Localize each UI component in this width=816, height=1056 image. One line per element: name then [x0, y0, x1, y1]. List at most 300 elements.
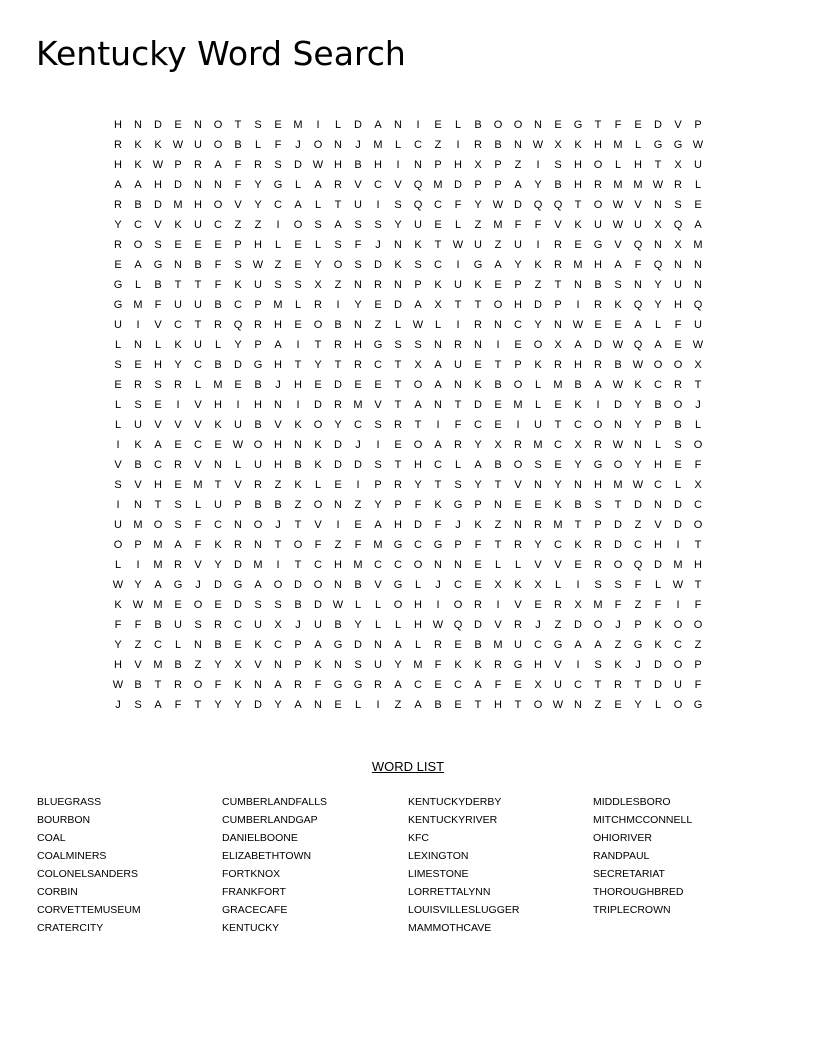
grid-letter: W [612, 199, 624, 211]
grid-letter: F [414, 499, 422, 511]
grid-letter: V [374, 579, 382, 591]
grid-letter: P [514, 279, 522, 291]
grid-letter: W [432, 619, 444, 631]
word-list-column-1 [37, 793, 141, 937]
grid-letter: A [394, 639, 402, 651]
grid-letter: K [314, 659, 322, 671]
grid-letter: U [514, 239, 522, 251]
grid-letter: A [114, 179, 122, 191]
word-list-item: LEXINGTON [408, 850, 469, 862]
grid-letter: E [534, 499, 542, 511]
grid-letter: R [194, 159, 202, 171]
grid-letter: D [234, 359, 242, 371]
grid-letter: R [374, 279, 382, 291]
grid-letter: C [234, 299, 242, 311]
grid-letter: P [554, 299, 562, 311]
grid-letter: K [534, 359, 542, 371]
grid-letter: W [312, 159, 324, 171]
grid-letter: V [114, 459, 122, 471]
grid-letter: C [374, 179, 382, 191]
grid-letter: R [174, 459, 182, 471]
grid-letter: I [116, 499, 120, 511]
grid-letter: I [336, 519, 340, 531]
grid-letter: T [154, 499, 162, 511]
grid-letter: K [134, 159, 142, 171]
grid-letter: H [394, 519, 402, 531]
grid-letter: N [334, 659, 342, 671]
grid-letter: H [654, 539, 662, 551]
grid-letter: I [576, 579, 580, 591]
grid-letter: I [376, 199, 380, 211]
grid-letter: C [354, 419, 362, 431]
grid-letter: T [454, 399, 462, 411]
grid-letter: N [434, 339, 442, 351]
grid-letter: Q [533, 199, 543, 211]
grid-letter: E [214, 599, 222, 611]
grid-letter: Y [414, 479, 422, 491]
grid-letter: S [274, 159, 282, 171]
grid-letter: O [193, 599, 203, 611]
grid-letter: E [314, 379, 322, 391]
grid-letter: Y [534, 319, 542, 331]
grid-letter: F [154, 299, 162, 311]
grid-letter: G [373, 339, 383, 351]
grid-letter: P [394, 499, 402, 511]
grid-letter: B [154, 619, 162, 631]
grid-letter: L [414, 639, 422, 651]
grid-letter: L [314, 239, 322, 251]
grid-letter: C [214, 519, 222, 531]
grid-letter: B [494, 379, 502, 391]
word-list-column-3 [408, 793, 519, 937]
grid-letter: U [194, 339, 202, 351]
grid-letter: T [454, 299, 462, 311]
grid-letter: K [654, 619, 662, 631]
grid-letter: H [494, 699, 502, 711]
grid-letter: B [254, 379, 262, 391]
word-list-item: CUMBERLANDFALLS [222, 796, 328, 808]
grid-letter: C [374, 359, 382, 371]
grid-letter: W [612, 439, 624, 451]
grid-letter: U [534, 419, 542, 431]
grid-letter: U [474, 239, 482, 251]
grid-row [108, 195, 708, 215]
grid-letter: M [493, 639, 503, 651]
grid-letter: T [274, 539, 282, 551]
grid-letter: W [152, 159, 164, 171]
grid-letter: I [576, 659, 580, 671]
grid-letter: P [294, 659, 302, 671]
grid-letter: N [274, 659, 282, 671]
grid-letter: B [674, 419, 682, 431]
word-list-item: CORBIN [37, 886, 78, 898]
grid-letter: V [194, 559, 202, 571]
word-list-item: GRACECAFE [222, 904, 288, 916]
grid-letter: O [393, 599, 403, 611]
grid-letter: A [134, 259, 142, 271]
grid-letter: W [452, 239, 464, 251]
grid-letter: T [594, 679, 602, 691]
grid-letter: E [294, 259, 302, 271]
grid-letter: B [294, 599, 302, 611]
grid-letter: R [614, 679, 622, 691]
grid-letter: B [134, 679, 142, 691]
grid-letter: A [174, 539, 182, 551]
grid-letter: H [634, 159, 642, 171]
grid-letter: L [454, 459, 462, 471]
grid-letter: K [394, 259, 402, 271]
grid-letter: S [394, 339, 402, 351]
grid-letter: X [534, 679, 542, 691]
grid-letter: K [154, 139, 162, 151]
grid-letter: M [373, 539, 383, 551]
grid-letter: N [134, 339, 142, 351]
grid-letter: A [154, 699, 162, 711]
grid-letter: G [253, 359, 263, 371]
grid-letter: E [114, 259, 122, 271]
grid-letter: G [553, 639, 563, 651]
grid-letter: M [613, 179, 623, 191]
grid-letter: Z [294, 499, 302, 511]
grid-letter: E [274, 119, 282, 131]
grid-letter: B [494, 459, 502, 471]
grid-letter: N [434, 399, 442, 411]
grid-letter: L [394, 139, 402, 151]
grid-letter: E [334, 699, 342, 711]
grid-letter: D [214, 579, 222, 591]
grid-letter: D [534, 299, 542, 311]
grid-letter: R [594, 179, 602, 191]
grid-letter: Y [354, 619, 362, 631]
grid-letter: O [293, 219, 303, 231]
grid-letter: O [213, 199, 223, 211]
grid-letter: B [214, 359, 222, 371]
grid-letter: K [614, 659, 622, 671]
grid-letter: Z [274, 479, 282, 491]
grid-letter: Y [234, 699, 242, 711]
grid-letter: P [254, 339, 262, 351]
grid-letter: E [554, 119, 562, 131]
grid-letter: S [414, 339, 422, 351]
grid-row [108, 295, 708, 315]
grid-letter: T [514, 699, 522, 711]
grid-letter: U [254, 619, 262, 631]
grid-letter: O [673, 659, 683, 671]
grid-letter: J [615, 619, 621, 631]
grid-letter: G [653, 139, 663, 151]
grid-letter: U [674, 679, 682, 691]
grid-letter: Z [534, 279, 542, 291]
grid-letter: H [274, 459, 282, 471]
grid-letter: U [174, 299, 182, 311]
grid-letter: J [695, 399, 701, 411]
grid-letter: Y [274, 699, 282, 711]
grid-letter: A [474, 679, 482, 691]
grid-letter: H [374, 159, 382, 171]
grid-letter: Z [614, 639, 622, 651]
grid-row [108, 115, 708, 135]
grid-letter: R [254, 479, 262, 491]
grid-letter: G [233, 579, 243, 591]
grid-letter: L [654, 439, 662, 451]
grid-letter: O [333, 259, 343, 271]
grid-letter: J [535, 619, 541, 631]
grid-letter: R [254, 159, 262, 171]
grid-letter: N [694, 279, 702, 291]
grid-letter: L [314, 199, 322, 211]
grid-letter: Z [494, 519, 502, 531]
grid-letter: M [573, 259, 583, 271]
grid-letter: K [574, 219, 582, 231]
grid-letter: J [275, 519, 281, 531]
grid-row [108, 455, 708, 475]
grid-letter: N [334, 139, 342, 151]
grid-letter: J [435, 579, 441, 591]
grid-letter: W [552, 699, 564, 711]
grid-letter: O [493, 119, 503, 131]
grid-letter: U [194, 299, 202, 311]
grid-letter: N [294, 439, 302, 451]
grid-letter: O [673, 619, 683, 631]
grid-letter: K [474, 379, 482, 391]
grid-row [108, 155, 708, 175]
grid-letter: T [294, 519, 302, 531]
grid-letter: U [454, 359, 462, 371]
grid-letter: D [294, 579, 302, 591]
grid-letter: P [474, 499, 482, 511]
grid-letter: I [136, 319, 140, 331]
grid-letter: Y [554, 479, 562, 491]
grid-letter: S [234, 259, 242, 271]
grid-letter: B [434, 699, 442, 711]
grid-letter: Z [434, 139, 442, 151]
grid-letter: N [574, 699, 582, 711]
grid-letter: Y [474, 439, 482, 451]
grid-letter: E [174, 239, 182, 251]
grid-letter: F [634, 579, 642, 591]
word-list-item: COAL [37, 832, 66, 844]
grid-letter: L [354, 599, 362, 611]
grid-letter: C [154, 459, 162, 471]
grid-letter: A [374, 119, 382, 131]
grid-letter: Y [114, 219, 122, 231]
grid-letter: L [674, 479, 682, 491]
grid-letter: K [634, 379, 642, 391]
grid-letter: R [474, 139, 482, 151]
grid-letter: K [534, 259, 542, 271]
grid-letter: A [294, 199, 302, 211]
grid-letter: L [154, 339, 162, 351]
grid-letter: R [594, 559, 602, 571]
grid-letter: R [374, 679, 382, 691]
grid-letter: R [594, 359, 602, 371]
grid-letter: Y [534, 179, 542, 191]
grid-letter: U [354, 199, 362, 211]
grid-letter: K [614, 299, 622, 311]
grid-letter: I [136, 559, 140, 571]
grid-letter: I [316, 119, 320, 131]
word-list-item: MAMMOTHCAVE [408, 922, 492, 934]
grid-letter: R [394, 419, 402, 431]
grid-letter: Q [453, 619, 463, 631]
grid-letter: A [394, 679, 402, 691]
grid-letter: X [234, 659, 242, 671]
grid-letter: K [314, 459, 322, 471]
grid-letter: M [673, 559, 683, 571]
grid-letter: W [632, 359, 644, 371]
grid-letter: G [273, 179, 283, 191]
grid-letter: C [434, 199, 442, 211]
grid-letter: M [193, 479, 203, 491]
grid-letter: W [332, 599, 344, 611]
grid-letter: A [414, 299, 422, 311]
grid-letter: P [494, 179, 502, 191]
grid-letter: K [454, 659, 462, 671]
grid-letter: L [694, 179, 702, 191]
grid-letter: M [133, 299, 143, 311]
grid-letter: D [174, 179, 182, 191]
grid-letter: K [294, 479, 302, 491]
grid-letter: W [112, 579, 124, 591]
grid-letter: R [594, 439, 602, 451]
grid-letter: E [134, 359, 142, 371]
grid-letter: U [114, 519, 122, 531]
grid-letter: I [496, 339, 500, 351]
grid-letter: L [454, 119, 462, 131]
grid-letter: D [674, 499, 682, 511]
grid-letter: L [114, 399, 122, 411]
word-list-item: LIMESTONE [408, 868, 469, 880]
grid-letter: N [394, 119, 402, 131]
grid-letter: V [154, 219, 162, 231]
grid-letter: R [554, 599, 562, 611]
word-list-item: CORVETTEMUSEUM [37, 904, 141, 916]
grid-letter: M [153, 599, 163, 611]
grid-letter: K [574, 539, 582, 551]
grid-letter: S [674, 439, 682, 451]
grid-letter: N [654, 199, 662, 211]
grid-letter: N [194, 179, 202, 191]
grid-letter: R [114, 199, 122, 211]
grid-letter: A [254, 579, 262, 591]
grid-letter: D [154, 119, 162, 131]
grid-letter: H [114, 659, 122, 671]
grid-letter: I [496, 599, 500, 611]
grid-letter: R [174, 679, 182, 691]
grid-letter: R [214, 319, 222, 331]
grid-letter: C [554, 439, 562, 451]
grid-letter: H [334, 559, 342, 571]
grid-letter: A [134, 179, 142, 191]
grid-letter: E [494, 399, 502, 411]
grid-row [108, 375, 708, 395]
grid-letter: L [454, 219, 462, 231]
grid-letter: B [214, 639, 222, 651]
grid-letter: Y [474, 199, 482, 211]
grid-letter: E [174, 119, 182, 131]
grid-letter: O [593, 619, 603, 631]
grid-letter: C [574, 679, 582, 691]
grid-letter: S [354, 659, 362, 671]
grid-letter: K [234, 279, 242, 291]
grid-letter: S [254, 119, 262, 131]
grid-letter: T [634, 679, 642, 691]
grid-letter: H [194, 199, 202, 211]
grid-letter: T [194, 319, 202, 331]
grid-letter: X [414, 359, 422, 371]
grid-letter: S [374, 459, 382, 471]
grid-letter: S [614, 579, 622, 591]
grid-letter: N [494, 319, 502, 331]
grid-row [108, 695, 708, 715]
grid-letter: P [494, 159, 502, 171]
grid-letter: J [275, 379, 281, 391]
grid-letter: L [294, 299, 302, 311]
grid-letter: M [353, 399, 363, 411]
grid-letter: I [176, 399, 180, 411]
grid-letter: D [614, 519, 622, 531]
grid-letter: P [434, 159, 442, 171]
grid-letter: F [314, 539, 322, 551]
grid-letter: V [194, 399, 202, 411]
grid-letter: O [253, 519, 263, 531]
word-list-item: RANDPAUL [593, 850, 650, 862]
grid-letter: N [194, 119, 202, 131]
grid-letter: H [414, 599, 422, 611]
grid-letter: M [153, 559, 163, 571]
grid-letter: M [153, 659, 163, 671]
grid-letter: O [213, 119, 223, 131]
grid-letter: F [134, 619, 142, 631]
grid-letter: O [293, 539, 303, 551]
grid-letter: C [154, 639, 162, 651]
word-list-item: CUMBERLANDGAP [222, 814, 318, 826]
grid-letter: P [374, 479, 382, 491]
grid-row [108, 535, 708, 555]
grid-letter: F [694, 679, 702, 691]
grid-letter: P [474, 179, 482, 191]
grid-letter: L [174, 639, 182, 651]
grid-letter: Z [474, 219, 482, 231]
grid-letter: D [234, 559, 242, 571]
grid-letter: F [214, 279, 222, 291]
grid-letter: J [355, 139, 361, 151]
grid-letter: E [234, 639, 242, 651]
grid-letter: V [314, 519, 322, 531]
grid-letter: O [153, 519, 163, 531]
grid-letter: W [692, 339, 704, 351]
grid-letter: T [194, 699, 202, 711]
grid-letter: C [454, 679, 462, 691]
grid-letter: N [514, 139, 522, 151]
grid-letter: E [514, 679, 522, 691]
grid-letter: W [492, 199, 504, 211]
grid-letter: D [334, 379, 342, 391]
grid-letter: Z [254, 219, 262, 231]
grid-letter: E [554, 459, 562, 471]
grid-letter: E [334, 479, 342, 491]
grid-letter: A [614, 259, 622, 271]
grid-letter: Y [534, 539, 542, 551]
word-list-column-2 [222, 793, 327, 937]
grid-letter: N [674, 259, 682, 271]
grid-letter: H [694, 559, 702, 571]
grid-letter: L [374, 599, 382, 611]
grid-letter: A [594, 639, 602, 651]
grid-letter: B [334, 619, 342, 631]
grid-letter: I [116, 439, 120, 451]
grid-letter: V [134, 479, 142, 491]
